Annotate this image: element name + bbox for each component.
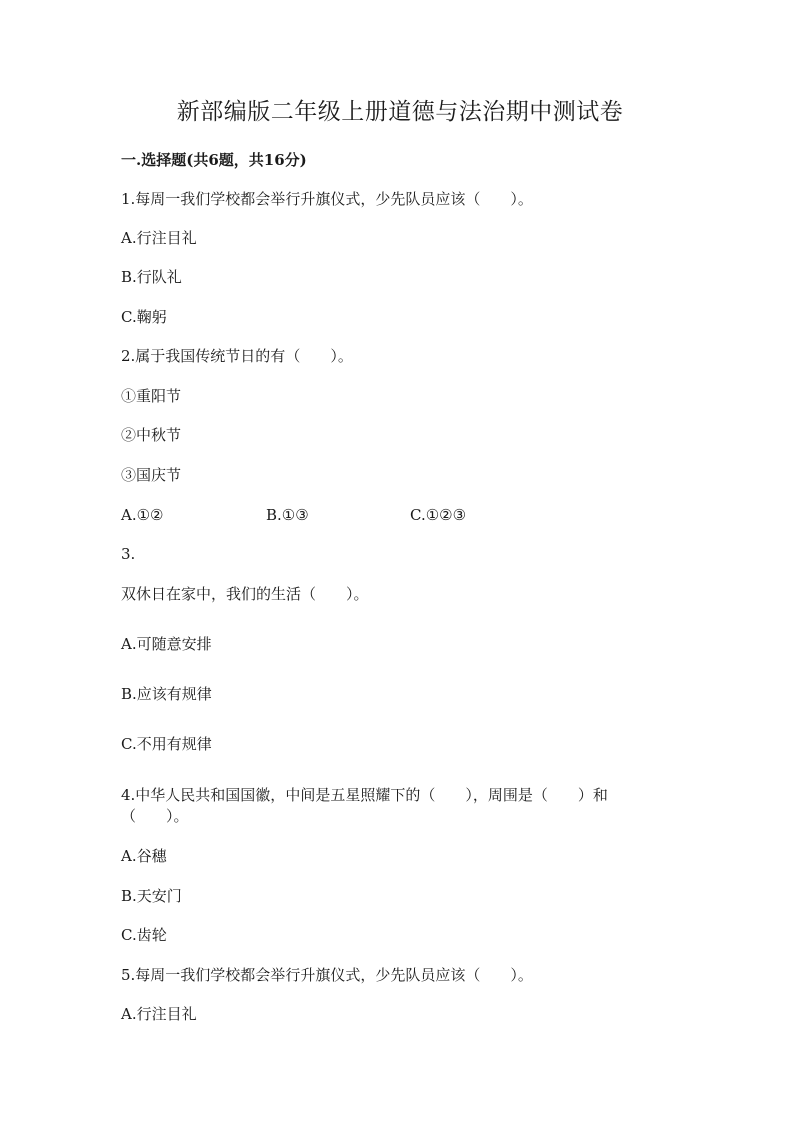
question-1-option-a: A.行注目礼: [121, 229, 197, 247]
section-heading: 一.选择题(共6题，共16分): [121, 151, 307, 169]
exam-title: 新部编版二年级上册道德与法治期中测试卷: [176, 99, 624, 125]
question-1-stem: 1.每周一我们学校都会举行升旗仪式，少先队员应该（ ）。: [121, 190, 533, 208]
question-4-stem-line-2: （ ）。: [121, 807, 189, 825]
question-2-item-1: ①重阳节: [121, 387, 182, 405]
question-4-option-a: A.谷穗: [121, 847, 167, 865]
question-3-option-c: C.不用有规律: [121, 735, 212, 753]
question-3-option-b: B.应该有规律: [121, 685, 212, 703]
question-4-option-b: B.天安门: [121, 887, 182, 905]
question-1-option-c: C.鞠躬: [121, 308, 167, 326]
question-4-stem-line-1: 4.中华人民共和国国徽，中间是五星照耀下的（ ），周围是（ ）和: [121, 786, 608, 804]
question-2-option-c: C.①②③: [410, 506, 467, 524]
question-3-stem: 双休日在家中，我们的生活（ ）。: [121, 585, 369, 603]
question-4-option-c: C.齿轮: [121, 926, 167, 944]
question-2-options: [121, 505, 521, 525]
question-2-option-a: A.①②: [121, 506, 164, 524]
question-1-option-b: B.行队礼: [121, 268, 182, 286]
question-2-item-3: ③国庆节: [121, 466, 182, 484]
question-5-option-a: A.行注目礼: [121, 1005, 197, 1023]
question-2-item-2: ②中秋节: [121, 426, 182, 444]
question-2-stem: 2.属于我国传统节日的有（ ）。: [121, 347, 353, 365]
question-3-number: 3.: [121, 545, 136, 563]
question-2-option-b: B.①③: [266, 506, 309, 524]
question-5-stem: 5.每周一我们学校都会举行升旗仪式，少先队员应该（ ）。: [121, 966, 533, 984]
question-3-option-a: A.可随意安排: [121, 635, 212, 653]
